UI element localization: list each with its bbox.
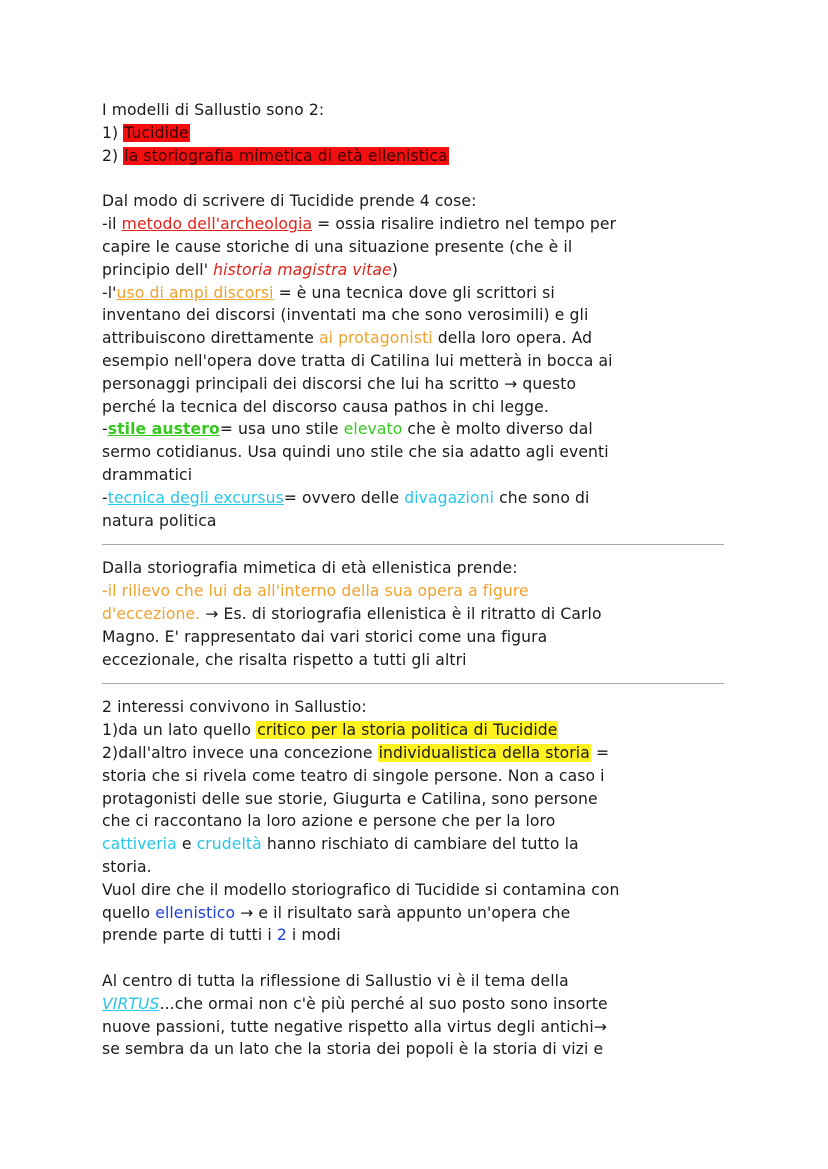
text-fragment: → e il risultato sarà appunto un'opera che — [235, 903, 571, 922]
text-line: natura politica — [102, 511, 217, 530]
text-fragment: = ovvero delle — [283, 488, 405, 507]
text-line: che ci raccontano la loro azione e persone che per la loro — [102, 812, 556, 831]
notes-content — [102, 99, 742, 1061]
text-line — [102, 902, 742, 925]
text-line — [102, 719, 742, 742]
text-fragment: principio dell' — [102, 260, 214, 279]
text-line: nuove passioni, tutte negative rispetto alla virtus degli antichi→ — [102, 1017, 607, 1036]
text-fragment: = — [590, 743, 610, 762]
text-line — [102, 603, 742, 626]
interessi-heading: 2 interessi convivono in Sallustio: — [102, 698, 367, 717]
models-heading: I modelli di Sallustio sono 2: — [102, 101, 325, 119]
model-1-highlight: Tucidide — [124, 123, 189, 142]
text-fragment: - — [102, 420, 108, 439]
model-1-number: 1) — [102, 123, 124, 142]
ellenistica-heading: Dalla storiografia mimetica di età ellenistica prende: — [102, 559, 518, 578]
text-fragment: = ossia risalire indietro nel tempo per — [312, 215, 617, 234]
spacer — [102, 947, 742, 970]
text-line: drammatici — [102, 465, 193, 484]
crudelta-term: crudeltà — [196, 835, 262, 854]
text-fragment: -il — [102, 215, 122, 234]
text-fragment: ) — [391, 260, 398, 279]
protagonisti-term: ai protagonisti — [318, 329, 433, 348]
text-line: Vuol dire che il modello storiografico di Tucidide si contamina con — [102, 880, 620, 899]
text-fragment: e — [176, 835, 197, 854]
spacer — [102, 167, 742, 190]
text-fragment: -l' — [102, 283, 117, 302]
text-fragment: attribuiscono direttamente — [102, 329, 319, 348]
text-fragment: che è molto diverso dal — [402, 420, 593, 439]
critico-highlight: critico per la storia politica di Tucidide — [257, 721, 558, 740]
stile-austero-term: stile austero — [107, 420, 220, 439]
cattiveria-term: cattiveria — [102, 835, 177, 854]
text-line — [102, 742, 742, 765]
text-line: protagonisti delle sue storie, Giugurta e Catilina, sono persone — [102, 789, 598, 808]
excursus-term: tecnica degli excursus — [107, 488, 284, 507]
text-line — [102, 993, 742, 1016]
text-fragment: - — [102, 488, 108, 507]
text-fragment: 1)da un lato quello — [102, 721, 257, 740]
number-two: 2 — [276, 926, 287, 945]
model-2-highlight: la storiografia mimetica di età ellenistica — [124, 146, 448, 165]
text-line — [102, 282, 742, 305]
text-fragment: della loro opera. Ad — [432, 329, 593, 348]
text-fragment: = usa uno stile — [219, 420, 344, 439]
text-line: storia. — [102, 857, 152, 876]
discorsi-term: uso di ampi discorsi — [116, 283, 274, 302]
text-line: inventano dei discorsi (inventati ma che sono verosimili) e gli — [102, 306, 589, 325]
text-line: Al centro di tutta la riflessione di Sallustio vi è il tema della — [102, 972, 569, 991]
text-fragment: quello — [102, 903, 156, 922]
divagazioni-term: divagazioni — [404, 488, 495, 507]
text-line: eccezionale, che risalta rispetto a tutti gli altri — [102, 650, 467, 669]
ellenistico-term: ellenistico — [155, 903, 236, 922]
text-line: sermo cotidianus. Usa quindi uno stile che sia adatto agli eventi — [102, 443, 609, 462]
text-line — [102, 259, 742, 282]
text-line: storia che si rivela come teatro di singole persone. Non a caso i — [102, 766, 605, 785]
text-line: se sembra da un lato che la storia dei popoli è la storia di vizi e — [102, 1040, 604, 1059]
text-fragment: che sono di — [494, 488, 590, 507]
text-fragment: hanno rischiato di cambiare del tutto la — [261, 835, 579, 854]
model-2 — [102, 145, 742, 168]
text-fragment: 2)dall'altro invece una concezione — [102, 743, 378, 762]
text-line — [102, 924, 742, 947]
divider — [102, 544, 724, 545]
text-line: -il rilievo che lui da all'interno della sua opera a figure — [102, 582, 529, 601]
text-fragment: → Es. di storiografia ellenistica è il ritratto di Carlo — [200, 604, 602, 623]
tucidide-heading: Dal modo di scrivere di Tucidide prende 4 cose: — [102, 192, 477, 211]
historia-term: historia magistra vitae — [213, 260, 392, 279]
model-2-number: 2) — [102, 146, 124, 165]
model-1 — [102, 122, 742, 145]
eccezione-term: d'eccezione. — [102, 604, 201, 623]
virtus-term: VIRTUS — [102, 994, 160, 1013]
text-fragment: = è una tecnica dove gli scrittori si — [273, 283, 555, 302]
divider — [102, 683, 724, 684]
text-line: personaggi principali dei discorsi che lui ha scritto → questo — [102, 374, 577, 393]
text-line: Magno. E' rappresentato dai vari storici come una figura — [102, 627, 548, 646]
text-line — [102, 487, 742, 510]
text-fragment: prende parte di tutti i — [102, 926, 277, 945]
text-line — [102, 833, 742, 856]
text-line: capire le cause storiche di una situazione presente (che è il — [102, 237, 573, 256]
text-line — [102, 213, 742, 236]
text-line — [102, 327, 742, 350]
text-fragment: ...che ormai non c'è più perché al suo posto sono insorte — [159, 994, 608, 1013]
text-line — [102, 418, 742, 441]
text-fragment: i modi — [286, 926, 341, 945]
elevato-term: elevato — [343, 420, 403, 439]
individualistica-highlight: individualistica della storia — [378, 743, 590, 762]
text-line: esempio nell'opera dove tratta di Catilina lui metterà in bocca ai — [102, 351, 613, 370]
archeologia-term: metodo dell'archeologia — [121, 215, 313, 234]
text-line: perché la tecnica del discorso causa pathos in chi legge. — [102, 397, 549, 416]
